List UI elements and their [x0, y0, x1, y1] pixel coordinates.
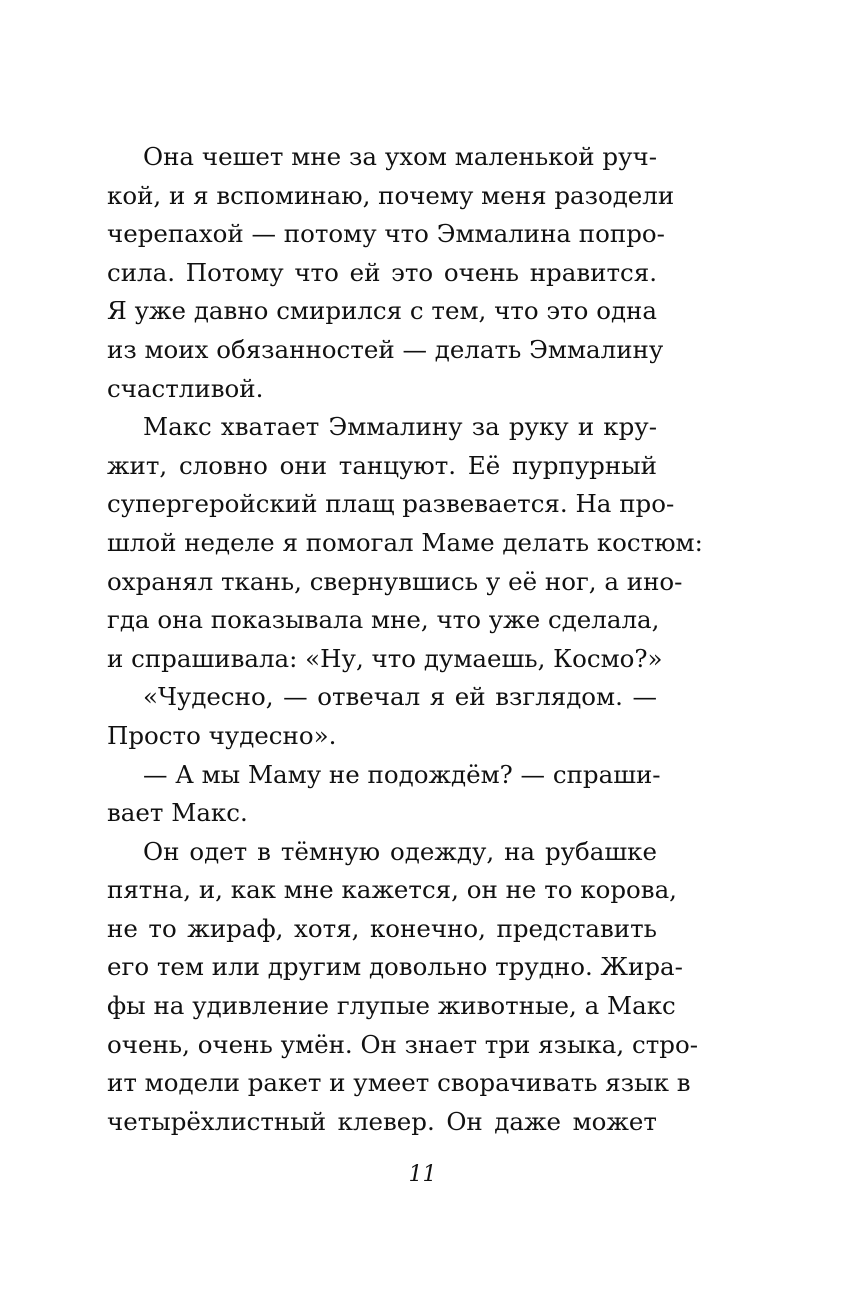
text-line: вает Макс.: [107, 798, 248, 828]
text-line: ит модели ракет и умеет сворачивать язык в: [107, 1068, 691, 1098]
text-line: из моих обязанностей — делать Эммалину: [107, 334, 664, 364]
text-line: охранял ткань, свернувшись у её ног, а ино-: [107, 566, 683, 596]
paragraph-5: [107, 833, 698, 1142]
text-line: Он одет в тёмную одежду, на рубашке: [143, 836, 657, 866]
text-line: черепахой — потому что Эммалина попро-: [107, 219, 665, 249]
text-line: Я уже давно смирился с тем, что это одна: [107, 296, 657, 326]
text-line: жит, словно они танцуют. Её пурпурный: [107, 450, 657, 480]
text-line: фы на удивление глупые животные, а Макс: [107, 991, 676, 1021]
text-line: очень, очень умён. Он знает три языка, стро-: [107, 1029, 698, 1059]
text-line: Макс хватает Эммалину за руку и кру-: [143, 412, 657, 442]
text-line: и спрашивала: «Ну, что думаешь, Космо?»: [107, 643, 663, 673]
page-body: [107, 138, 703, 1141]
paragraph-3: [107, 678, 657, 755]
text-line: «Чудесно, — отвечал я ей взглядом. —: [143, 682, 657, 712]
text-line: супергеройский плащ развевается. На про-: [107, 489, 675, 519]
paragraph-1: [107, 138, 675, 408]
paragraph-2: [107, 408, 703, 678]
text-line: его тем или другим довольно трудно. Жира-: [107, 952, 683, 982]
text-line: кой, и я вспоминаю, почему меня разодели: [107, 180, 675, 210]
text-line: Она чешет мне за ухом маленькой руч-: [143, 142, 657, 171]
text-line: не то жираф, хотя, конечно, представить: [107, 913, 657, 943]
text-line: счастливой.: [107, 373, 264, 403]
text-line: — А мы Маму не подождём? — спраши-: [143, 759, 661, 789]
paragraph-4: [107, 756, 661, 833]
text-line: шлой неделе я помогал Маме делать костюм:: [107, 527, 703, 557]
text-line: Просто чудесно».: [107, 720, 337, 750]
text-line: четырёхлистный клевер. Он даже может: [107, 1106, 657, 1136]
page-number: 11: [408, 1162, 437, 1187]
text-line: гда она показывала мне, что уже сделала,: [107, 605, 660, 635]
text-line: пятна, и, как мне кажется, он не то корова,: [107, 875, 677, 905]
text-line: сила. Потому что ей это очень нравится.: [107, 257, 657, 287]
